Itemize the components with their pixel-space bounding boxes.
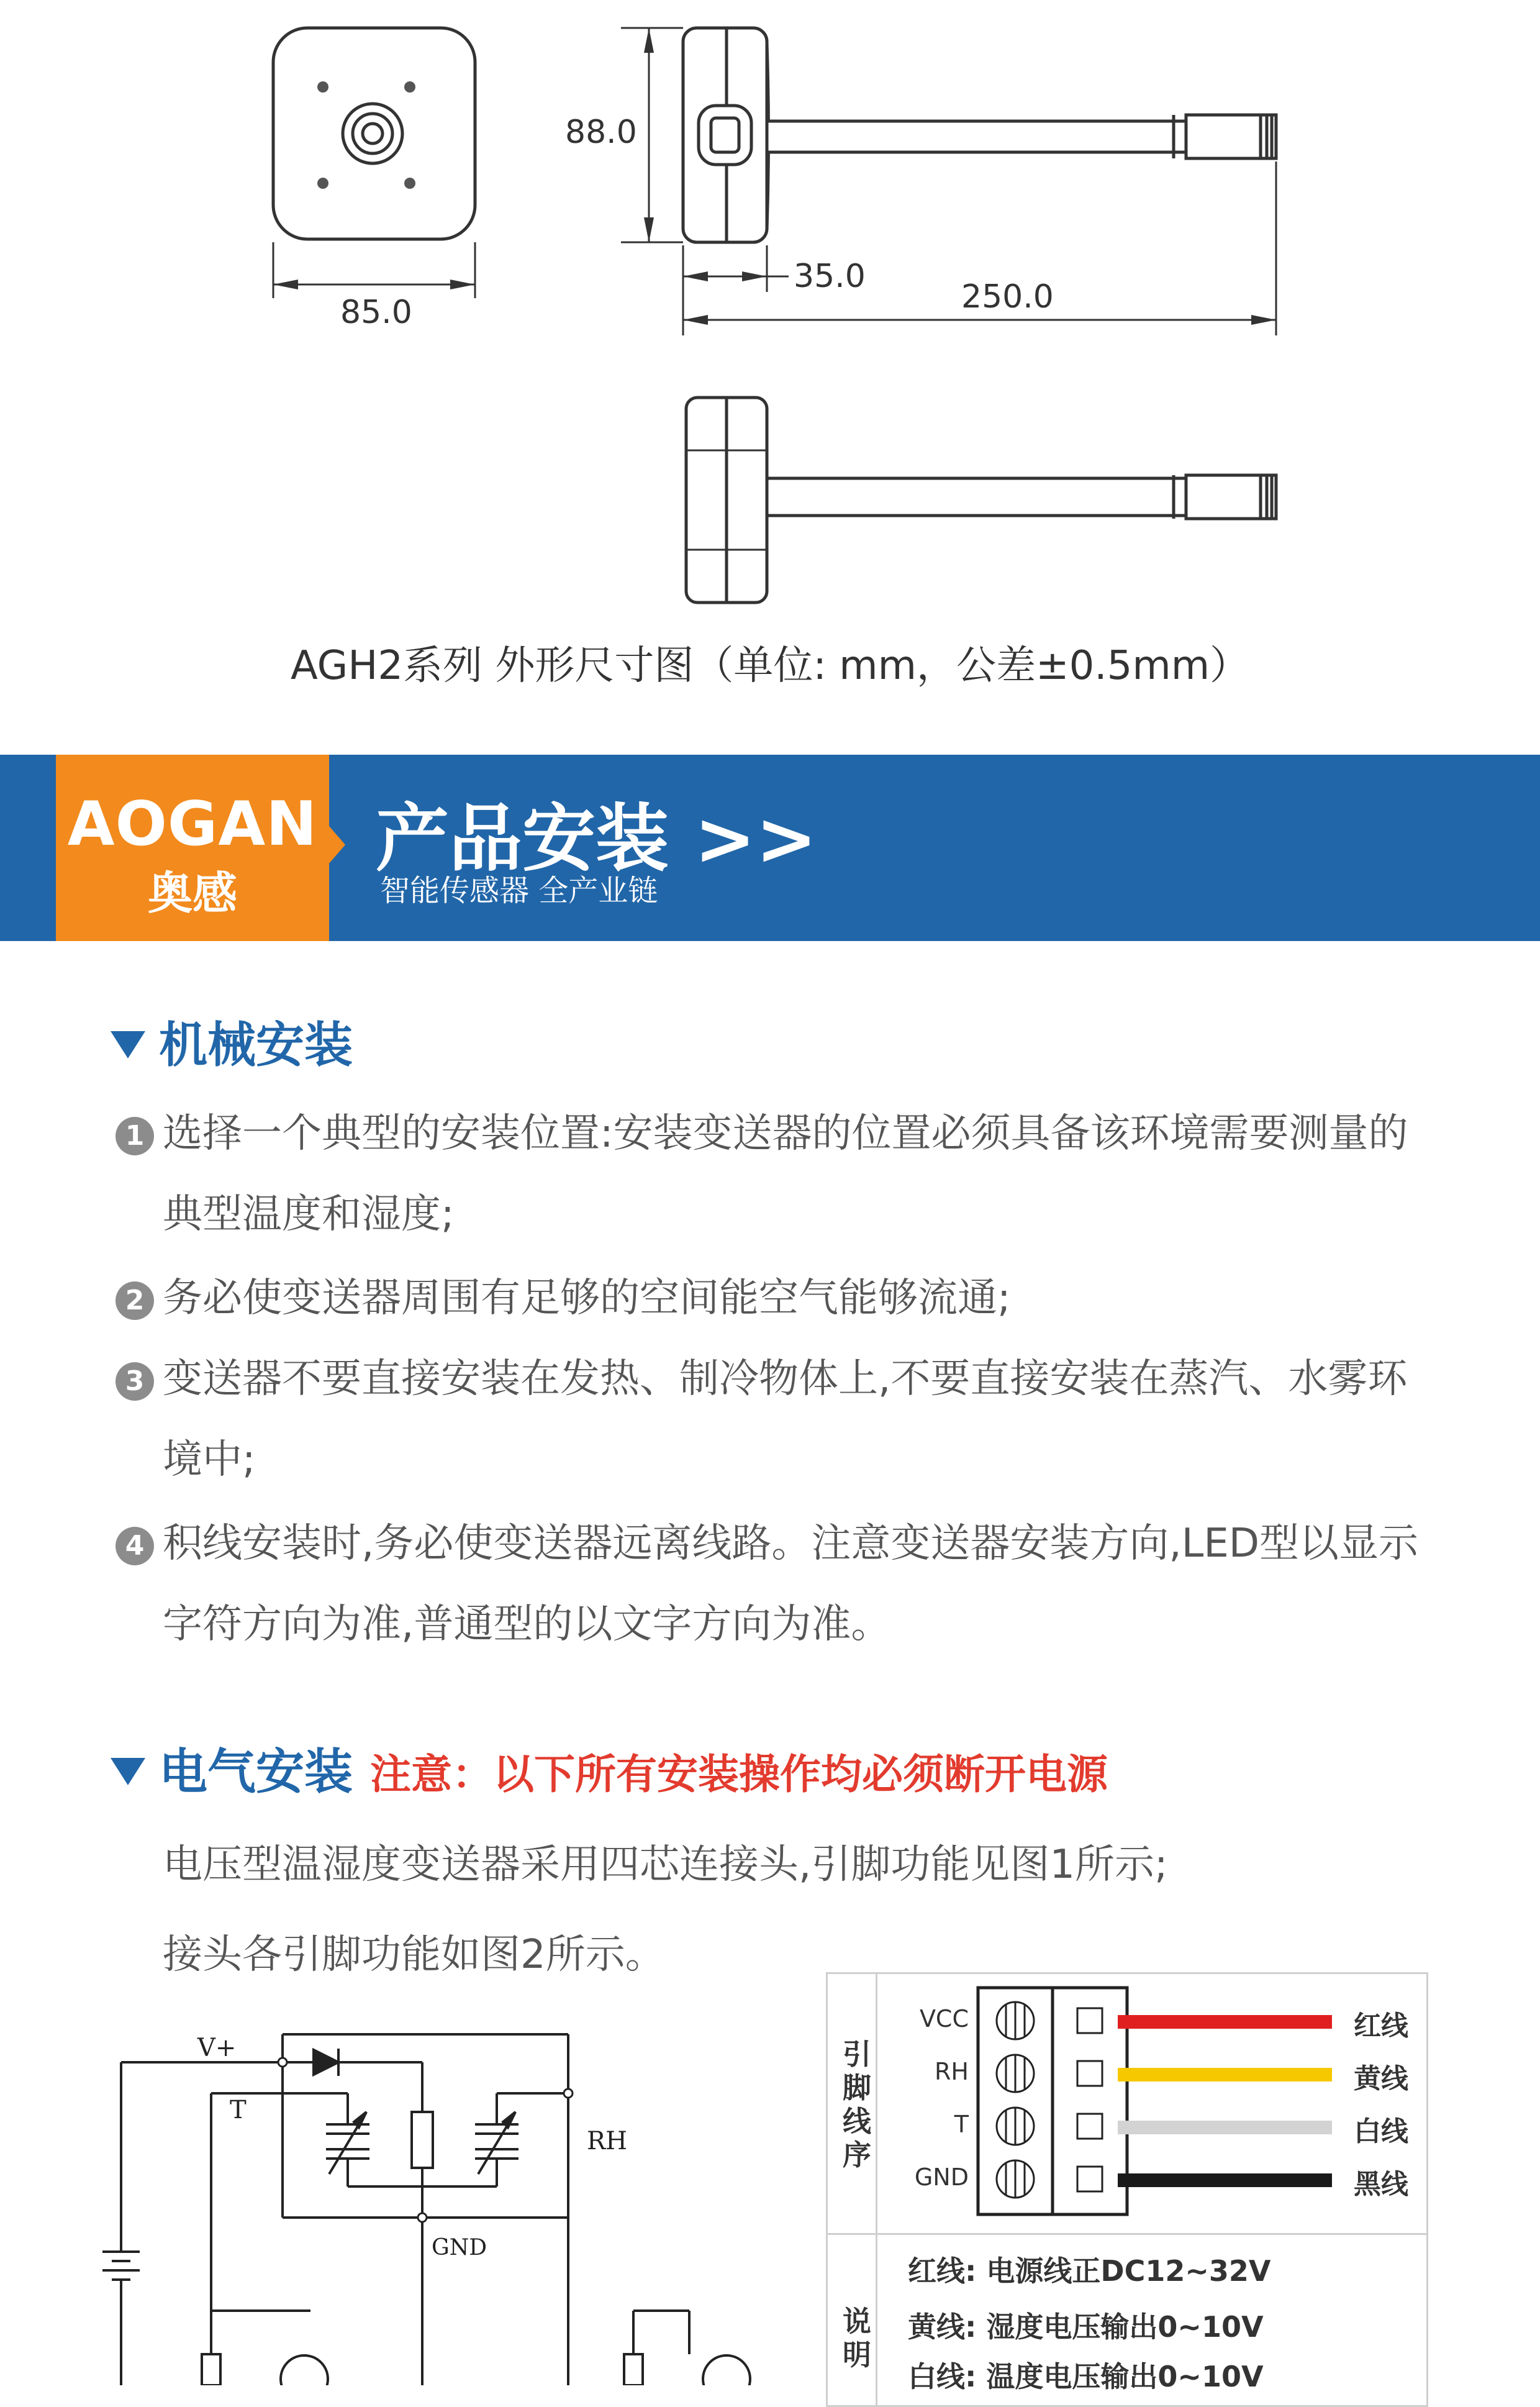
power-off-notice: 注意：以下所有安装操作均必须断开电源 bbox=[370, 1750, 1108, 1798]
note-yellow: 黄线: 湿度电压输出0~10V bbox=[908, 2310, 1264, 2344]
logo-text-en: AOGAN bbox=[67, 789, 318, 860]
label-gnd: GND bbox=[432, 2235, 487, 2260]
list-item: 1 选择一个典型的安装位置:安装变送器的位置必须具备该环境需要测量的典型温度和湿度; bbox=[163, 1093, 1442, 1255]
wire-label-black: 黑线 bbox=[1354, 2168, 1408, 2200]
list-item: 3 变送器不要直接安装在发热、制冷物体上,不要直接安装在蒸汽、水雾环境中; bbox=[163, 1339, 1442, 1500]
number-badge: 2 bbox=[116, 1281, 154, 1320]
banner-title: 产品安装 >> bbox=[376, 796, 817, 881]
triangle-icon bbox=[111, 1758, 145, 1785]
dim-height: 88.0 bbox=[565, 114, 637, 151]
pin-order-label: 引 脚 线 序 bbox=[843, 2037, 871, 2172]
label-t: T bbox=[230, 2096, 247, 2124]
dimension-caption: AGH2系列 外形尺寸图（单位: mm，公差±0.5mm） bbox=[290, 643, 1250, 689]
pin-label-rh: RH bbox=[935, 2058, 969, 2085]
list-item: 4 积线安装时,务必使变送器远离线路。注意变送器安装方向,LED型以显示字符方向为准,普通型的以文字方向为准。 bbox=[163, 1503, 1442, 1665]
number-badge: 4 bbox=[116, 1527, 154, 1565]
label-vplus: V+ bbox=[197, 2034, 237, 2062]
connector-block bbox=[969, 1985, 1130, 2221]
list-item: 2 务必使变送器周围有足够的空间能空气能够流通; bbox=[163, 1258, 1442, 1339]
wire-red bbox=[1118, 2015, 1332, 2029]
note-red: 红线: 电源线正DC12~32V bbox=[908, 2254, 1271, 2288]
electrical-heading: 电气安装 注意：以下所有安装操作均必须断开电源 bbox=[111, 1733, 1108, 1803]
pin-label-vcc: VCC bbox=[919, 2005, 969, 2032]
pin-label-gnd: GND bbox=[914, 2164, 969, 2191]
wire-label-yellow: 黄线 bbox=[1354, 2063, 1408, 2095]
dimension-drawing bbox=[0, 0, 1540, 733]
logo-text-cn: 奥感 bbox=[147, 867, 237, 919]
number-badge: 1 bbox=[116, 1117, 154, 1155]
notes-label: 说 明 bbox=[843, 2305, 871, 2372]
banner-subtitle: 智能传感器 全产业链 bbox=[380, 873, 658, 908]
electrical-text-1: 电压型温湿度变送器采用四芯连接头,引脚功能见图1所示; bbox=[163, 1842, 1168, 1888]
front-view-housing bbox=[273, 28, 475, 239]
wire-label-white: 白线 bbox=[1354, 2116, 1408, 2147]
electrical-text-2: 接头各引脚功能如图2所示。 bbox=[163, 1932, 665, 1978]
pin-label-t: T bbox=[954, 2111, 969, 2138]
table-divider bbox=[876, 1972, 877, 2407]
table-divider bbox=[826, 2233, 1428, 2235]
wire-yellow bbox=[1118, 2068, 1332, 2082]
dim-head-depth: 35.0 bbox=[794, 258, 866, 295]
number-badge: 3 bbox=[116, 1362, 154, 1401]
note-white: 白线: 温度电压输出0~10V bbox=[908, 2360, 1264, 2393]
logo-notch bbox=[329, 826, 345, 863]
wire-label-red: 红线 bbox=[1354, 2010, 1408, 2042]
dim-probe-length: 250.0 bbox=[961, 278, 1054, 316]
dim-width: 85.0 bbox=[340, 294, 412, 331]
mechanical-heading: 机械安装 bbox=[111, 1006, 353, 1076]
circuit-diagram bbox=[0, 2006, 813, 2385]
wire-black bbox=[1118, 2173, 1332, 2187]
label-rh: RH bbox=[587, 2127, 627, 2155]
wire-white bbox=[1118, 2121, 1332, 2134]
triangle-icon bbox=[111, 1031, 145, 1058]
